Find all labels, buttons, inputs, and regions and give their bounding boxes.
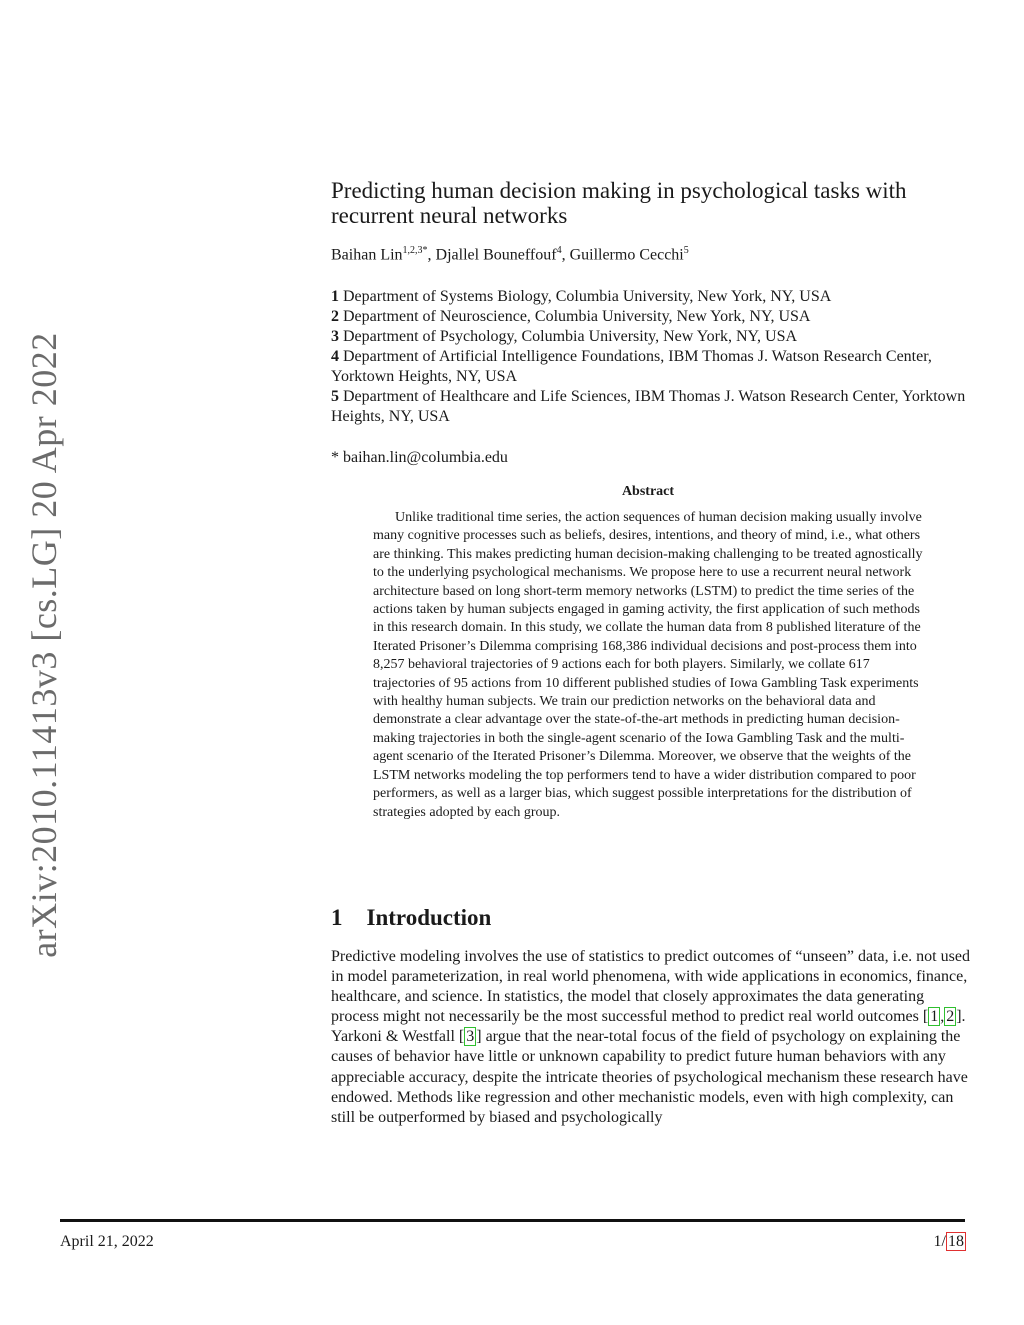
abstract-heading: Abstract [621,484,675,499]
affiliation-text: Department of Psychology, Columbia University, New York, NY, USA [343,328,798,345]
section-title: Introduction [366,905,492,930]
intro-text: . Yarkoni & Westfall [331,1008,966,1046]
current-page: 1 [933,1233,942,1250]
affiliation-item [331,287,971,307]
affiliation-item [331,307,971,327]
affiliation-text: Department of Systems Biology, Columbia University, New York, NY, USA [343,288,832,305]
affiliation-number: 3 [331,328,339,345]
arxiv-identifier-stamp[interactable]: arXiv:2010.11413v3 [cs.LG] 20 Apr 2022 [24,332,64,958]
footer-divider [60,1219,965,1222]
affiliation-text: Department of Healthcare and Life Sciences, IBM Thomas J. Watson Research Center, Yorktown Heights, NY, USA [331,388,966,425]
paper-title: Predicting human decision making in psychological tasks with recurrent neural networks [331,178,907,228]
footer-date: April 21, 2022 [60,1233,154,1250]
author-name: Guillermo Cecchi [569,246,684,264]
author-list: Baihan Lin$^{1,2,3*}$, Djallel Bouneffouf$^4$, Guillermo Cecchi$^5$ [331,245,689,264]
section-heading [331,905,971,931]
affiliation-number: 1 [331,288,339,305]
section-number: 1 [331,905,343,930]
corresponding-email[interactable]: * baihan.lin@columbia.edu [331,449,508,466]
affiliation-item [331,387,971,427]
author-affiliation-marker: 4 [556,245,562,256]
affiliation-number: 5 [331,388,339,405]
affiliation-number: 2 [331,308,339,325]
affiliation-list [331,287,971,427]
citation-link[interactable]: 2 [946,1008,955,1026]
citation-link[interactable]: 1 [930,1008,939,1026]
affiliation-text: Department of Artificial Intelligence Foundations, IBM Thomas J. Watson Research Center, Yorktown Heights, NY, USA [331,348,932,385]
citation-separator: , [940,1008,945,1026]
citation-link[interactable]: 3 [466,1028,475,1046]
intro-text: Predictive modeling involves the use of statistics to predict outcomes of “unseen” data, i.e. not used in model parameterization, in real world phenomena, with wide applications in economics, finance, healthcare, and science. In statistics, the model that closely approximates the data generating process might not necessarily be the most successful method to predict real world outcomes [331,948,970,1026]
abstract-text: Unlike traditional time series, the action sequences of human decision making usually involve many cognitive processes such as beliefs, desires, intentions, and theory of mind, i.e., what others are thinking. This makes predicting human decision-making challenging to be treated agnostically to the underlying psychological mechanisms. We propose here to use a recurrent neural network architecture based on long short-term memory networks (LSTM) to predict the time series of the actions taken by human subjects engaged in gaming activity, the first application of such methods in this research domain. In this study, we collate the human data from 8 published literature of the Iterated Prisoner’s Dilemma comprising 168,386 individual decisions and post-process them into 8,257 behavioral trajectories of 9 actions each for both players. Similarly, we collate 617 trajectories of 95 actions from 10 different published studies of Iowa Gambling Task experiments with healthy human subjects. We train our prediction networks on the behavioral data and demonstrate a clear advantage over the state-of-the-art methods in predicting human decision-making trajectories in both the single-agent scenario of the Iowa Gambling Task and the multi-agent scenario of the Iterated Prisoner’s Dilemma. Moreover, we observe that the weights of the LSTM networks modeling the top performers tend to have a wider distribution compared to poor performers, as well as a larger bias, which suggest possible interpretations for the distribution of strategies adopted by each group. [373,510,923,820]
author-name: Baihan Lin [331,246,403,264]
author-name: Djallel Bouneffouf [435,246,557,264]
author-affiliation-marker: 1,2,3* [402,245,428,256]
affiliation-number: 4 [331,348,339,365]
last-page-link[interactable]: 18 [948,1233,964,1250]
page-separator: / [941,1233,946,1250]
page-number [934,1233,966,1251]
introduction-paragraph: Predictive modeling involves the use of statistics to predict outcomes of “unseen” data, i.e. not used in model parameterization, in real world phenomena, with wide applications in economics, finance, healthcare, and science. In statistics, the model that closely approximates the data generating process might not necessarily be the most successful method to predict real world outcomes [ 1 , 2 ]. Yarkoni & Westfall [ 3 ] argue that the near-total focus of the field of psychology on explaining the causes of behavior have little or unknown capability to predict future human behaviors with any appreciable accuracy, despite the intricate theories of psychological mechanism these research have endowed. Methods like regression and other mechanistic models, even with high complexity, can still be outperformed by biased and psychologically [331,948,970,1126]
intro-text: argue that the near-total focus of the field of psychology on explaining the causes of behavior have little or unknown capability to predict future human behaviors with any appreciable accuracy, despite the intricate theories of psychological mechanism these research have endowed. Methods like regression and other mechanistic models, even with high complexity, can still be outperformed by biased and psychologically [331,1028,968,1126]
affiliation-item [331,327,971,347]
author-affiliation-marker: 5 [683,245,689,256]
affiliation-item [331,347,971,387]
affiliation-text: Department of Neuroscience, Columbia University, New York, NY, USA [343,308,811,325]
